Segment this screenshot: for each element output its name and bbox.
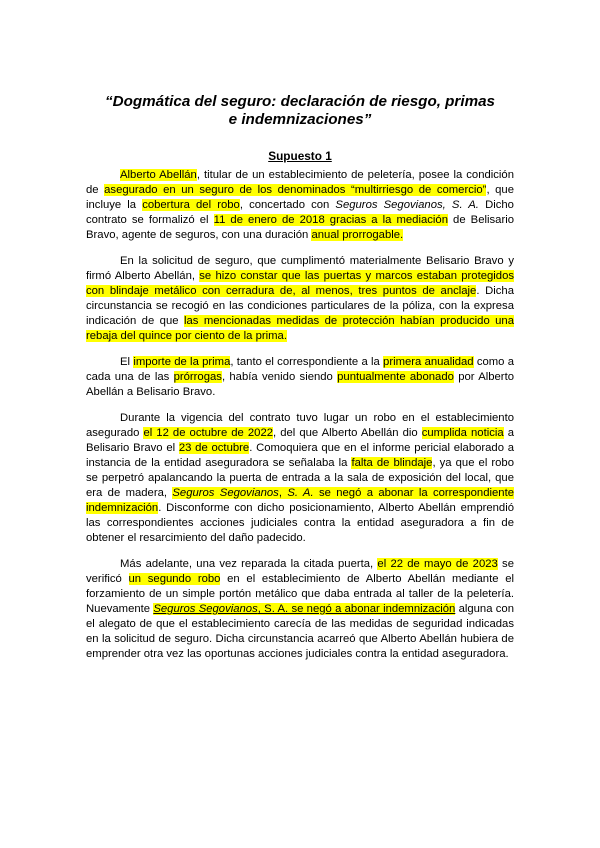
highlighted-text: cobertura del robo [142, 199, 240, 211]
text-segment: , había venido siendo [221, 371, 338, 383]
highlighted-text: S. A. [287, 487, 314, 499]
highlighted-text: se negó a abonar la correspondiente indemnización [86, 487, 514, 514]
highlighted-text: importe de la prima [133, 356, 231, 368]
text-segment: Seguros Segovianos, S. A. [335, 199, 479, 211]
text-segment: Durante la vigencia del contrato tuvo lugar un robo en el establecimiento asegurado [86, 412, 514, 439]
highlighted-text: , [278, 487, 288, 499]
text-segment: En la solicitud de seguro, que cumplimentó materialmente Belisario Bravo y firmó Alberto Abellán, [86, 255, 514, 282]
highlighted-text: Seguros Segovianos [172, 487, 279, 499]
text-segment: Dicho contrato se formalizó el [86, 199, 514, 226]
text-segment: , que incluye la [86, 184, 514, 211]
document-title: “Dogmática del seguro: declaración de riesgo, primas e indemnizaciones” [105, 93, 495, 128]
text-segment: . Comoquiera que en el informe pericial elaborado a instancia de la entidad aseguradora se señalaba la [86, 442, 515, 469]
highlighted-text: puntualmente abonado [337, 371, 454, 383]
text-segment: en el establecimiento de Alberto Abellán mediante el forzamiento de un simple portón metálico que daba entrada al taller de la peletería. Nuevamente [86, 573, 514, 615]
highlighted-text: prórrogas [173, 371, 222, 383]
text-segment: , tanto el correspondiente a la [230, 356, 384, 368]
text-segment: a Belisario Bravo el [86, 427, 514, 454]
text-segment: , ya que el robo se perpetró apalancando la puerta de entrada a la sala de exposición del local, que era de madera, [86, 457, 514, 499]
highlighted-text: un segundo robo [128, 573, 221, 585]
highlighted-text: falta de blindaje [351, 457, 433, 469]
highlighted-text: el 12 de octubre de 2022 [143, 427, 274, 439]
paragraph [86, 168, 514, 243]
highlighted-text: Alberto Abellán [120, 169, 197, 181]
text-segment: . Disconforme con dicho posicionamiento, Alberto Abellán emprendió las correspondientes acciones judiciales contra la entidad aseguradora a fin de obtener el resarcimiento del daño padecido. [86, 502, 514, 544]
highlighted-text: Seguros Segovianos [153, 603, 258, 615]
highlighted-text: 23 de octubre [178, 442, 250, 454]
paragraph [86, 411, 514, 546]
text-segment: se verificó [86, 558, 514, 585]
text-segment: El [120, 356, 134, 368]
text-segment: como a cada una de las [86, 356, 514, 383]
highlighted-text: asegurado en un seguro de los denominados “multirriesgo de comercio” [104, 184, 487, 196]
highlighted-text: , S. A. se negó a abonar indemnización [257, 603, 456, 615]
text-segment: por Alberto Abellán a Belisario Bravo. [86, 371, 514, 398]
highlighted-text: anual prorrogable. [311, 229, 404, 241]
highlighted-text: primera anualidad [383, 356, 474, 368]
text-segment: , concertado con [239, 199, 336, 211]
paragraph [86, 254, 514, 344]
paragraph [86, 355, 514, 400]
highlighted-text: el 22 de mayo de 2023 [377, 558, 498, 570]
text-segment: , del que Alberto Abellán dio [273, 427, 422, 439]
text-segment: Más adelante, una vez reparada la citada puerta, [120, 558, 378, 570]
text-segment: de Belisario Bravo, agente de seguros, con una duración [86, 214, 514, 241]
paragraph [86, 557, 514, 662]
highlighted-text: 11 de enero de 2018 gracias a la mediación [213, 214, 448, 226]
document-subtitle: Supuesto 1 [268, 149, 332, 163]
text-segment: . Dicha circunstancia se recogió en las condiciones particulares de la póliza, con la expresa indicación de que [86, 285, 514, 327]
highlighted-text: se hizo constar que las puertas y marcos estaban protegidos con blindaje metálico con cerradura de, al menos, tres puntos de anclaje [86, 270, 514, 297]
highlighted-text: cumplida noticia [421, 427, 504, 439]
highlighted-text: las mencionadas medidas de protección habían producido una rebaja del quince por ciento de la prima. [86, 315, 515, 342]
document-body [86, 168, 514, 673]
text-segment: alguna con el alegato de que el establecimiento carecía de las medidas de seguridad indicadas en la solicitud de seguro. Dicha circunstancia acarreó que Alberto Abellán hubiera de emprender otra vez las oportunas acciones judiciales contra la entidad aseguradora. [86, 603, 514, 660]
text-segment: , titular de un establecimiento de peletería, posee la condición de [86, 169, 515, 196]
